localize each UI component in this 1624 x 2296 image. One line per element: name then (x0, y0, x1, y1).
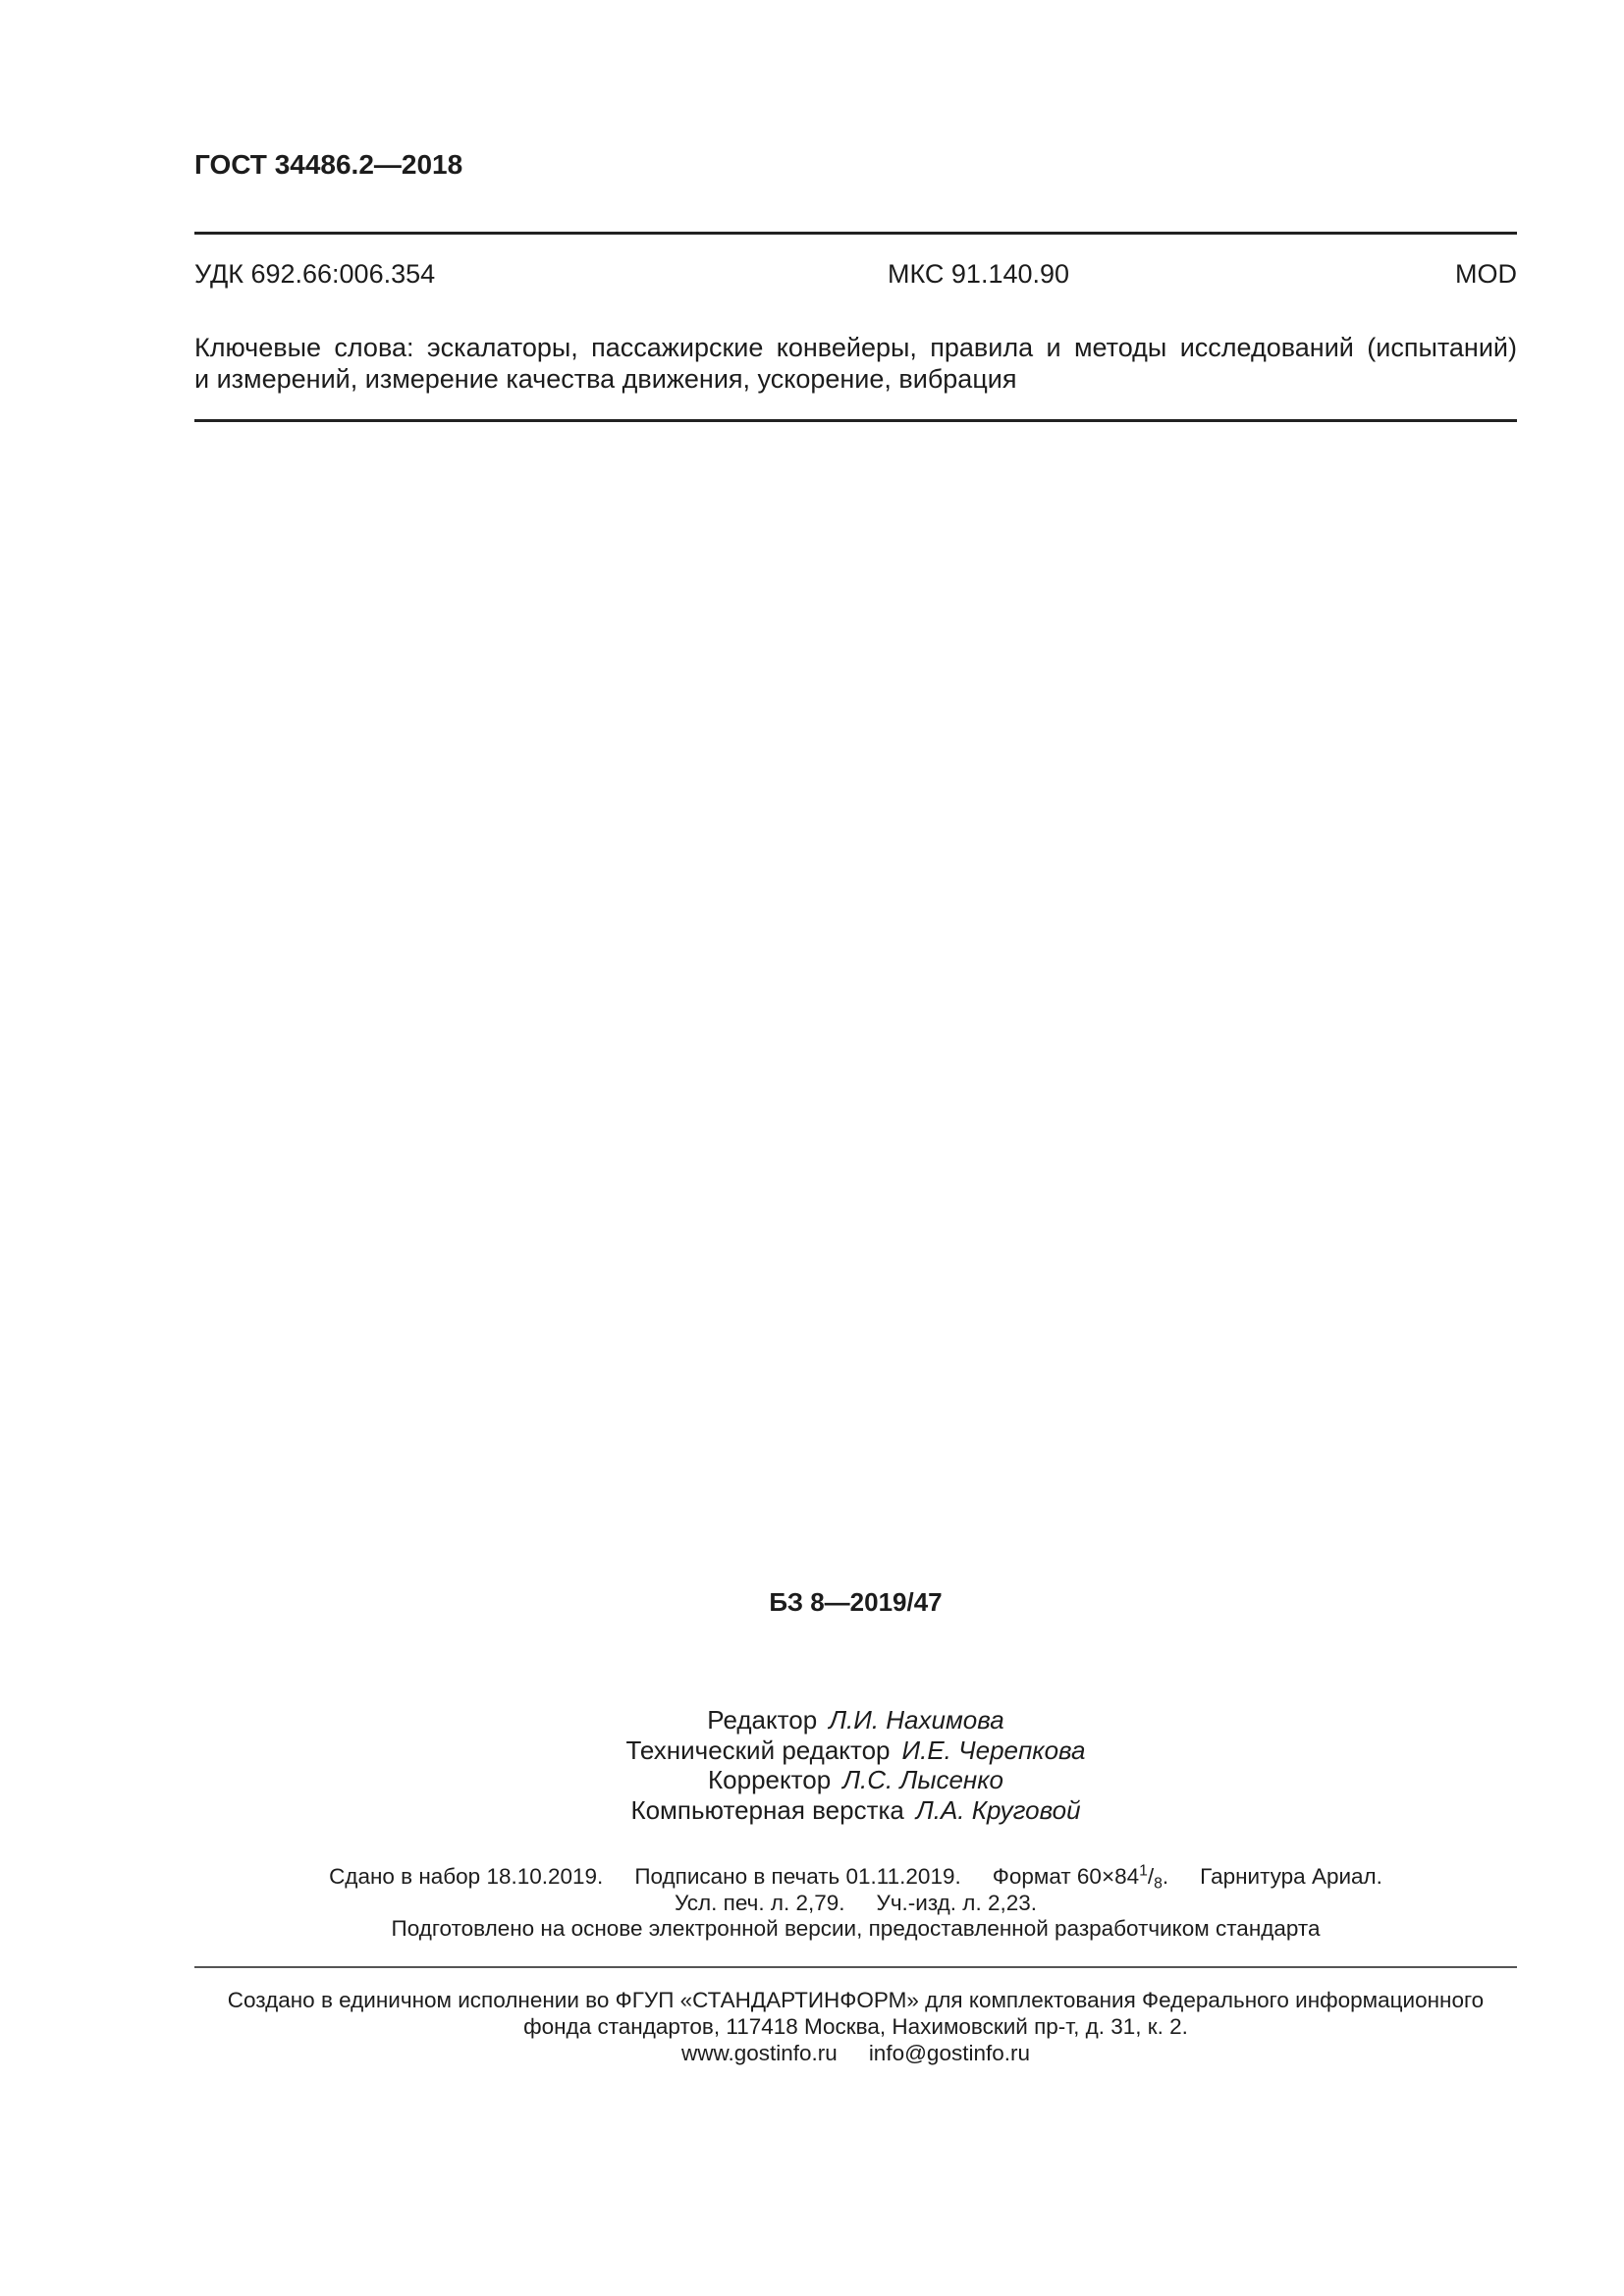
publisher-sheets: Уч.-изд. л. 2,23. (876, 1890, 1037, 1915)
credit-layout (194, 1795, 1517, 1826)
credit-name: Л.И. Нахимова (829, 1705, 1004, 1735)
order-code: БЗ 8—2019/47 (769, 1587, 943, 1617)
publisher-address: фонда стандартов, 117418 Москва, Нахимовский пр-т, д. 31, к. 2. (523, 2014, 1188, 2039)
format-sub: 8 (1154, 1875, 1163, 1893)
credit-editor (194, 1705, 1517, 1735)
imprint (194, 1864, 1517, 1943)
credit-name: И.Е. Черепкова (901, 1735, 1086, 1765)
mks-code: МКС 91.140.90 (888, 259, 1070, 289)
format-slash: / (1147, 1864, 1155, 1889)
credit-technical-editor (194, 1735, 1517, 1766)
format-suffix: . (1162, 1864, 1169, 1889)
typeset-date: Сдано в набор 18.10.2019. (329, 1864, 604, 1889)
signed-date: Подписано в печать 01.11.2019. (634, 1864, 961, 1889)
keywords-line-1: Ключевые слова: эскалаторы, пассажирские конвейеры, правила и методы исследований (испытаний) (194, 333, 1517, 362)
credit-role: Корректор (708, 1765, 832, 1794)
credit-role: Компьютерная верстка (630, 1794, 904, 1825)
format-prefix: Формат 60×84 (992, 1864, 1140, 1889)
udk-code: УДК 692.66:006.354 (194, 259, 436, 289)
credits (194, 1705, 1517, 1825)
classification-row (194, 258, 1517, 290)
keywords-rule (194, 419, 1517, 422)
harmonization-degree: MOD (1455, 259, 1517, 289)
print-sheets: Усл. печ. л. 2,79. (675, 1890, 845, 1915)
format-sup: 1 (1139, 1862, 1148, 1880)
top-rule (194, 232, 1517, 235)
keywords-line-2: и измерений, измерение качества движения, ускорение, вибрация (194, 364, 1017, 394)
publisher-rule (194, 1966, 1517, 1968)
publisher-line-1: Создано в единичном исполнении во ФГУП «СТАНДАРТИНФОРМ» для комплектования Федерального информационного (227, 1988, 1485, 2012)
publisher-email: info@gostinfo.ru (868, 2041, 1030, 2065)
credit-name: Л.С. Лысенко (842, 1765, 1003, 1794)
publisher-info (194, 1987, 1517, 2066)
imprint-dates-format (194, 1864, 1517, 1891)
paper-format (992, 1862, 1169, 1893)
credit-name: Л.А. Круговой (915, 1794, 1081, 1825)
credit-proofreader (194, 1765, 1517, 1795)
publisher-website: www.gostinfo.ru (680, 2041, 838, 2065)
credit-role: Технический редактор (625, 1735, 891, 1765)
imprint-sheets (194, 1891, 1517, 1917)
credit-role: Редактор (707, 1705, 818, 1735)
imprint-note: Подготовлено на основе электронной версии, предоставленной разработчиком стандарта (391, 1916, 1321, 1941)
standard-id: ГОСТ 34486.2—2018 (194, 149, 463, 180)
keywords (194, 332, 1517, 395)
typeface: Гарнитура Ариал. (1200, 1864, 1382, 1889)
publisher-contacts (194, 2040, 1517, 2066)
